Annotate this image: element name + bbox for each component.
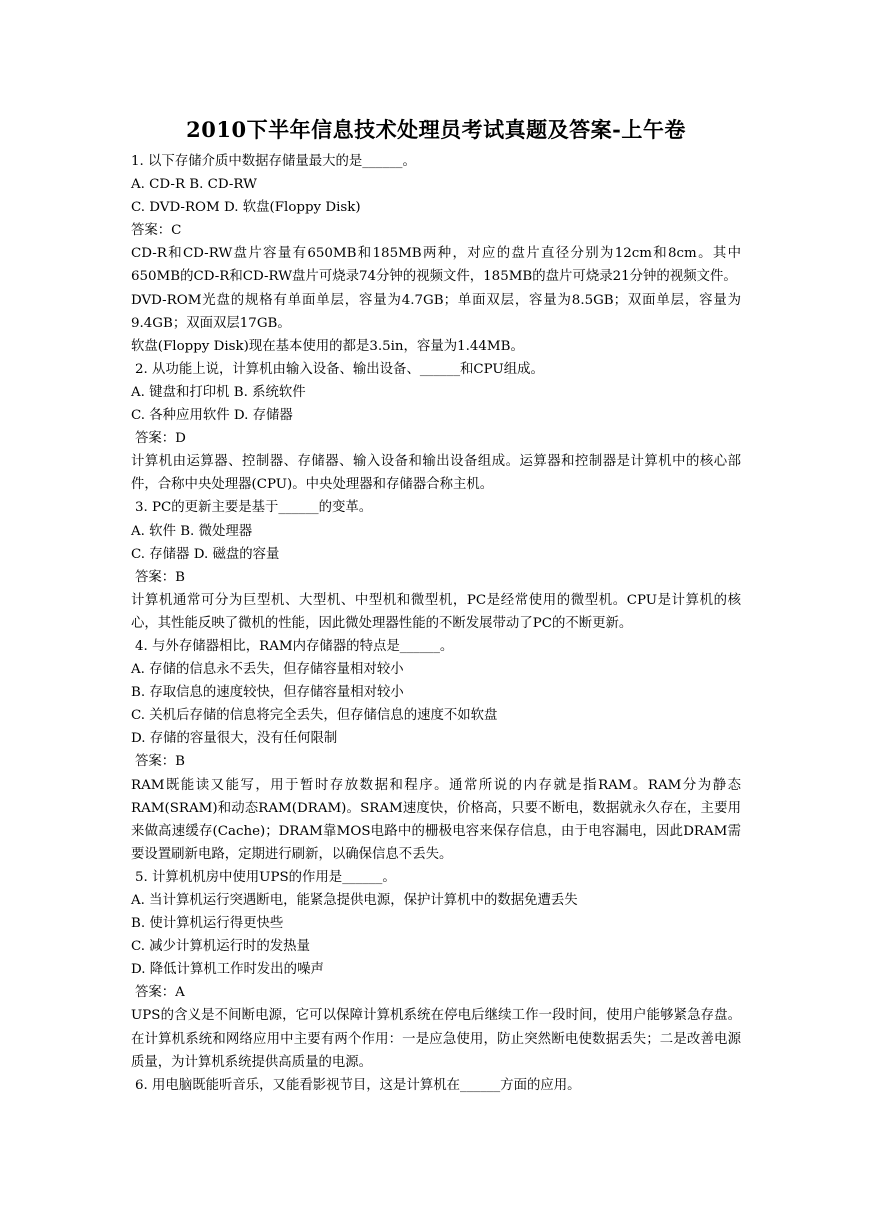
q5-option-b: B. 使计算机运行得更快些 [131,916,284,932]
q1-answer: 答案：C [131,223,182,239]
q2-options-cd: C. 各种应用软件 D. 存储器 [131,408,293,424]
q4-explanation: RAM既能读又能写，用于暂时存放数据和程序。通常所说的内存就是指RAM。RAM分为静态RAM(SRAM)和动态RAM(DRAM)。SRAM速度快，价格高，只要不断电，数据就永久存在，主要用来做高速缓存(Cache)；DRAM靠MOS电路中的栅极电容来保存信息，由于电容漏电，因此DRAM需要设置刷新电路，定期进行刷新，以确保信息不丢失。 [131,777,741,862]
q5-answer: 答案：A [135,985,185,1001]
question-1: 1. 以下存储介质中数据存储量最大的是______。 [131,154,416,169]
q3-options-ab: A. 软件 B. 微处理器 [131,523,253,539]
q4-option-a: A. 存储的信息永不丢失，但存储容量相对较小 [131,662,404,678]
q1-explanation-2: DVD-ROM光盘的规格有单面单层，容量为4.7GB；单面双层，容量为8.5GB；双面单层，容量为9.4GB；双面双层17GB。 [131,292,741,331]
q3-options-cd: C. 存储器 D. 磁盘的容量 [131,546,280,562]
q3-answer: 答案：B [135,569,186,585]
q5-option-a: A. 当计算机运行突遇断电，能紧急提供电源，保护计算机中的数据免遭丢失 [131,893,578,908]
q3-explanation: 计算机通常可分为巨型机、大型机、中型机和微型机，PC是经常使用的微型机。CPU是计算机的核心，其性能反映了微机的性能，因此微处理器性能的不断发展带动了PC的不断更新。 [131,592,741,631]
question-2: 2. 从功能上说，计算机由输入设备、输出设备、______和CPU组成。 [135,361,544,377]
q1-options-cd: C. DVD-ROM D. 软盘(Floppy Disk) [131,200,361,216]
q5-explanation: UPS的含义是不间断电源，它可以保障计算机系统在停电后继续工作一段时间，使用户能够紧急存盘。在计算机系统和网络应用中主要有两个作用：一是应急使用，防止突然断电使数据丢失；二是改善电源质量，为计算机系统提供高质量的电源。 [131,1008,741,1070]
q1-explanation-1: CD-R和CD-RW盘片容量有650MB和185MB两种，对应的盘片直径分别为12cm和8cm。其中650MB的CD-R和CD-RW盘片可烧录74分钟的视频文件，185MB的盘片可烧录21分钟的视频文件。 [131,246,741,285]
q2-options-ab: A. 键盘和打印机 B. 系统软件 [131,384,306,400]
question-4: 4. 与外存储器相比，RAM内存储器的特点是______。 [135,638,454,654]
document-body [131,150,741,1097]
question-3: 3. PC的更新主要是基于______的变革。 [135,500,373,516]
q4-answer: 答案：B [135,754,186,770]
q4-option-c: C. 关机后存储的信息将完全丢失，但存储信息的速度不如软盘 [131,708,498,724]
q5-option-c: C. 减少计算机运行时的发热量 [131,939,310,955]
q2-explanation: 计算机由运算器、控制器、存储器、输入设备和输出设备组成。运算器和控制器是计算机中的核心部件，合称中央处理器(CPU)。中央处理器和存储器合称主机。 [131,454,741,493]
q4-option-d: D. 存储的容量很大，没有任何限制 [131,731,338,747]
document-title: 2010下半年信息技术处理员考试真题及答案-上午卷 [186,117,686,142]
q4-option-b: B. 存取信息的速度较快，但存储容量相对较小 [131,685,404,701]
q2-answer: 答案：D [135,431,186,447]
q5-option-d: D. 降低计算机工作时发出的噪声 [131,962,324,978]
q1-explanation-3: 软盘(Floppy Disk)现在基本使用的都是3.5in，容量为1.44MB。 [131,338,524,354]
document-page [131,112,741,1097]
q1-options-ab: A. CD-R B. CD-RW [131,177,257,193]
question-5: 5. 计算机机房中使用UPS的作用是______。 [135,869,396,885]
question-6: 6. 用电脑既能听音乐，又能看影视节目，这是计算机在______方面的应用。 [135,1077,581,1093]
